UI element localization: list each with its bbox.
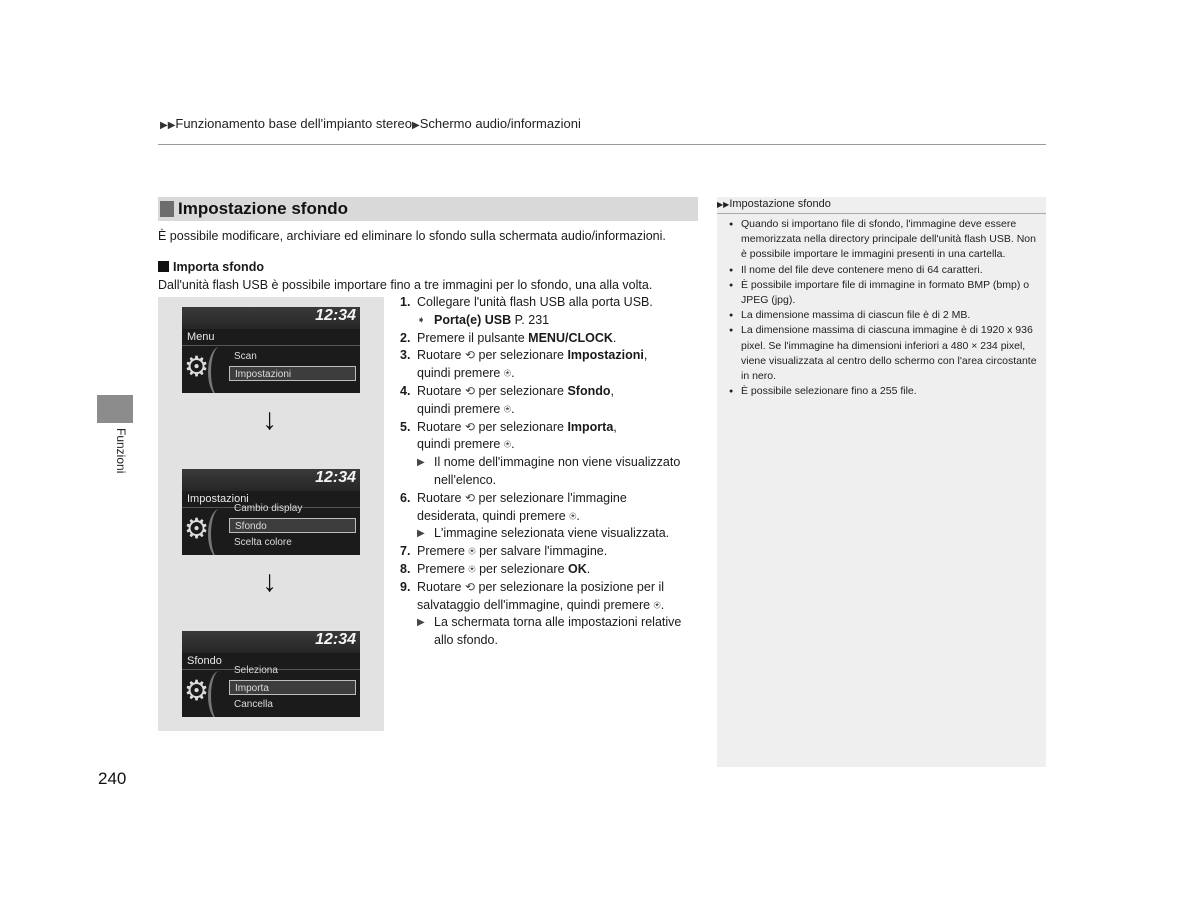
step-1 [400, 294, 700, 312]
step-7 [400, 543, 700, 561]
note-arrow-icon: ▶▶ [717, 200, 730, 209]
step-6-result [400, 525, 700, 543]
subsection-title-text: Importa sfondo [173, 260, 264, 274]
press-knob-icon: ⍟ [468, 561, 476, 576]
side-notes-title: Impostazione sfondo [729, 198, 831, 210]
down-arrow-icon: ↓ [262, 403, 277, 436]
step-text: Collegare l'unità flash USB alla porta USB. [417, 295, 653, 309]
step-text: Premere [417, 544, 469, 559]
press-knob-icon: ⍟ [503, 366, 512, 381]
step-text: quindi premere [417, 401, 504, 416]
press-knob-icon: ⍟ [569, 508, 577, 523]
press-knob-icon: ⍟ [468, 544, 476, 559]
down-arrow-icon: ↓ [262, 565, 277, 598]
header-divider [158, 144, 1046, 145]
step-8 [400, 561, 700, 579]
step-text: Premere [417, 561, 469, 576]
gear-icon: ⚙ [184, 513, 210, 544]
side-notes-header [717, 197, 1046, 214]
arrow-icon: ▶ [412, 120, 420, 131]
note-item: ● La dimensione massima di ciascun file è di 2 MB. [727, 308, 1037, 323]
step-5-result [400, 454, 700, 490]
dial-arc [208, 509, 231, 555]
step-text: desiderata, quindi premere [417, 508, 570, 523]
gear-icon: ⚙ [184, 675, 210, 706]
step-text: Premere il pulsante [417, 330, 529, 345]
step-text: Ruotare [417, 348, 465, 363]
step-number: 5. [400, 419, 411, 434]
step-text: Ruotare [417, 419, 465, 434]
step-bold: OK [568, 561, 587, 576]
dial-arc [208, 671, 231, 717]
screen-item: Cancella [234, 699, 273, 710]
step-number: 2. [400, 330, 411, 345]
step-9-result [400, 614, 700, 650]
screen-item-selected: Importa [229, 680, 356, 695]
chapter-tab [97, 395, 133, 423]
screen-title: Sfondo [187, 655, 222, 667]
gear-icon: ⚙ [184, 351, 210, 382]
breadcrumb-part-1: Funzionamento base dell'impianto stereo [175, 116, 413, 131]
breadcrumb-part-2: Schermo audio/informazioni [419, 116, 581, 131]
note-item: ● È possibile selezionare fino a 255 file. [727, 384, 1037, 399]
screen-clock: 12:34 [315, 469, 356, 486]
step-bold: MENU/CLOCK [528, 330, 613, 345]
press-knob-icon: ⍟ [503, 401, 512, 416]
step-text: per salvare l'immagine. [475, 544, 608, 559]
dial-icon: ⟲ [464, 419, 476, 434]
result-text: Il nome dell'immagine non viene visualizzato nell'elenco. [434, 455, 681, 487]
step-text: per selezionare la posizione per il [475, 579, 665, 594]
reference-icon: ➧ [417, 314, 426, 326]
step-5: 5. Ruotare ⟲ per selezionare Importa, quindi premere ⍟. [400, 419, 617, 452]
step-text: salvataggio dell'immagine, quindi premere [417, 597, 654, 612]
screen-impostazioni [182, 469, 360, 555]
screen-item-selected: Sfondo [229, 518, 356, 533]
step-bold: Impostazioni [567, 348, 644, 363]
step-3: 3. Ruotare ⟲ per selezionare Impostazioni, quindi premere ⍟. [400, 348, 648, 381]
step-text: per selezionare [475, 419, 568, 434]
note-item: ● Quando si importano file di sfondo, l'immagine deve essere memorizzata nella directory principale dell'unità flash USB. Non è possibile importare le immagini presenti in una cartella. [727, 217, 1037, 263]
step-number: 4. [400, 383, 411, 398]
dial-icon: ⟲ [464, 579, 476, 594]
step-text: per selezionare l'immagine [475, 490, 627, 505]
screen-item: Seleziona [234, 665, 278, 676]
dial-arc [208, 347, 231, 393]
steps-list [400, 294, 700, 650]
dial-icon: ⟲ [464, 348, 476, 363]
page-number: 240 [98, 769, 127, 788]
dial-icon: ⟲ [464, 383, 476, 398]
section-title: Impostazione sfondo [178, 199, 348, 218]
step-number: 1. [400, 295, 411, 309]
step-text: per selezionare [475, 383, 568, 398]
step-bold: Sfondo [567, 383, 611, 398]
press-knob-icon: ⍟ [503, 437, 512, 452]
screen-title: Menu [187, 331, 215, 343]
step-text: , [643, 348, 648, 363]
double-arrow-icon: ▶▶ [160, 120, 176, 131]
step-6: 6. Ruotare ⟲ per selezionare l'immagine desiderata, quindi premere ⍟. [400, 490, 627, 523]
note-item: ● La dimensione massima di ciascuna immagine è di 1920 x 936 pixel. Se l'immagine ha dimensioni inferiori a 480 × 234 pixel, viene visualizzata al centro dello schermo con l'area circostante in nero. [727, 323, 1037, 384]
step-number: 3. [400, 348, 411, 363]
step-text: Ruotare [417, 383, 465, 398]
screen-item: Cambio display [234, 503, 303, 514]
step-text: per selezionare [475, 348, 568, 363]
step-number: 7. [400, 544, 411, 559]
step-number: 8. [400, 561, 411, 576]
result-text: La schermata torna alle impostazioni relative allo sfondo. [434, 615, 682, 648]
section-marker [160, 201, 174, 217]
reference-title: Porta(e) USB [434, 312, 512, 327]
step-bold: Importa [567, 419, 614, 434]
subsection-marker [158, 261, 169, 272]
step-9: 9. Ruotare ⟲ per selezionare la posizione per il salvataggio dell'immagine, quindi premere ⍟. [400, 579, 665, 612]
step-text: quindi premere [417, 437, 504, 452]
screen-item-selected: Impostazioni [229, 366, 356, 381]
side-notes-list [727, 217, 1037, 399]
step-2 [400, 330, 700, 348]
subsection-title [158, 260, 264, 274]
screen-sfondo [182, 631, 360, 717]
step-text: per selezionare [475, 561, 569, 576]
result-arrow-icon: ▶ [417, 617, 425, 629]
side-notes [717, 197, 1046, 767]
step-text: . [586, 561, 591, 576]
step-text: Ruotare [417, 579, 465, 594]
note-item: ● Il nome del file deve contenere meno di 64 caratteri. [727, 263, 1037, 278]
result-arrow-icon: ▶ [417, 528, 425, 540]
screen-clock: 12:34 [315, 631, 356, 648]
reference-page: P. 231 [514, 312, 550, 327]
press-knob-icon: ⍟ [653, 597, 661, 612]
dial-icon: ⟲ [464, 490, 476, 505]
section-intro: È possibile modificare, archiviare ed eliminare lo sfondo sulla schermata audio/informazioni. [158, 229, 666, 243]
screen-item: Scan [234, 351, 257, 362]
note-item: ● È possibile importare file di immagine in formato BMP (bmp) o JPEG (jpg). [727, 278, 1037, 308]
screen-item: Scelta colore [234, 537, 292, 548]
screen-clock: 12:34 [315, 307, 356, 324]
step-number: 9. [400, 579, 411, 594]
step-number: 6. [400, 490, 411, 505]
breadcrumb [160, 116, 581, 131]
screen-illustrations [158, 297, 384, 731]
section-header [158, 197, 698, 221]
subsection-text: Dall'unità flash USB è possibile importare fino a tre immagini per lo sfondo, una alla volta. [158, 278, 653, 292]
step-text: quindi premere [417, 366, 504, 381]
screen-divider [182, 345, 360, 346]
result-arrow-icon: ▶ [417, 457, 425, 469]
chapter-label: Funzioni [114, 428, 128, 474]
result-text: L'immagine selezionata viene visualizzata. [434, 526, 670, 541]
step-text: , [610, 383, 614, 398]
screen-menu [182, 307, 360, 393]
step-text: , [613, 419, 617, 434]
step-text: . [612, 330, 617, 345]
screen-title: Impostazioni [187, 493, 249, 505]
step-4: 4. Ruotare ⟲ per selezionare Sfondo, quindi premere ⍟. [400, 383, 614, 416]
step-1-reference [400, 312, 700, 330]
step-text: Ruotare [417, 490, 465, 505]
